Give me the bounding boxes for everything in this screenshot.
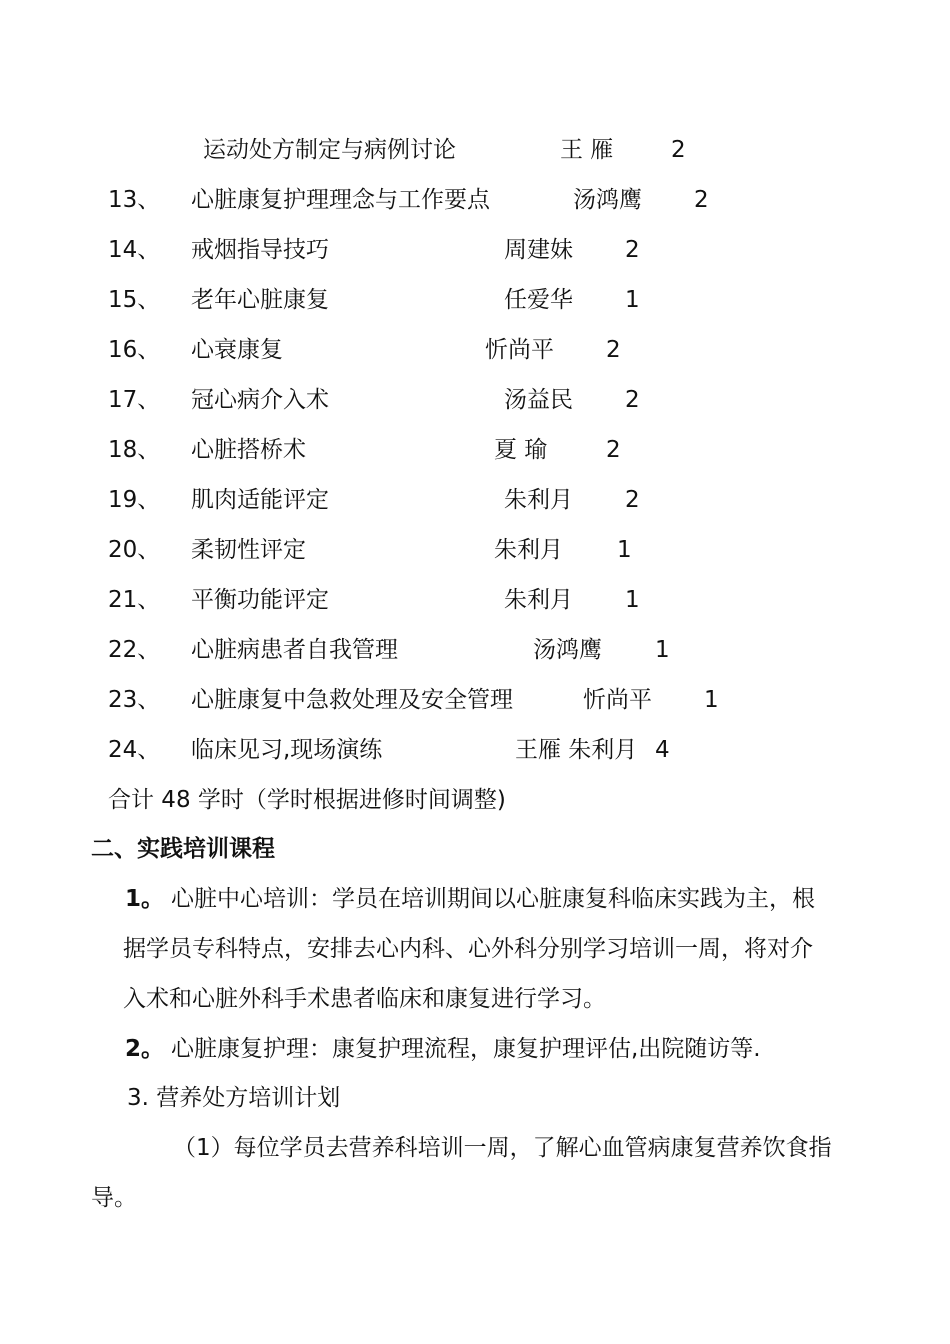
paragraph-line: 心脏康复护理：康复护理流程，康复护理评估,出院随访等.	[171, 1036, 761, 1062]
schedule-total: 合计 48 学时（学时根据进修时间调整)	[108, 787, 506, 813]
schedule-row-hours: 1	[704, 687, 719, 713]
schedule-row-num: 22、	[108, 637, 161, 663]
schedule-row-hours: 2	[606, 437, 621, 463]
schedule-row-num: 21、	[108, 587, 161, 613]
paragraph-line: 据学员专科特点，安排去心内科、心外科分别学习培训一周，将对介	[123, 936, 813, 962]
item-number: 2。	[125, 1036, 165, 1062]
section-heading: 二、实践培训课程	[91, 836, 275, 862]
schedule-row-title: 冠心病介入术	[191, 387, 329, 413]
schedule-row-teacher: 朱利月	[504, 487, 573, 513]
schedule-row-title: 心脏病患者自我管理	[191, 637, 398, 663]
schedule-row-num: 14、	[108, 237, 161, 263]
schedule-row-num: 13、	[108, 187, 161, 213]
item-number: 1。	[125, 886, 165, 912]
schedule-row-teacher: 忻尚平	[485, 337, 554, 363]
schedule-row-hours: 2	[625, 387, 640, 413]
schedule-row-hours: 2	[694, 187, 709, 213]
schedule-row-hours: 1	[625, 287, 640, 313]
schedule-row-hours: 2	[625, 237, 640, 263]
schedule-row-num: 24、	[108, 737, 161, 763]
schedule-row-num: 16、	[108, 337, 161, 363]
schedule-row-num: 17、	[108, 387, 161, 413]
schedule-row-teacher: 周建妹	[504, 237, 573, 263]
paragraph-line: （1）每位学员去营养科培训一周，了解心血管病康复营养饮食指	[173, 1135, 832, 1161]
schedule-row-teacher: 王雁 朱利月	[515, 737, 638, 763]
schedule-row-teacher: 朱利月	[494, 537, 563, 563]
schedule-row-num: 15、	[108, 287, 161, 313]
schedule-row-title: 老年心脏康复	[191, 287, 329, 313]
schedule-row-hours: 1	[617, 537, 632, 563]
schedule-row-title: 肌肉适能评定	[191, 487, 329, 513]
schedule-row-hours: 2	[625, 487, 640, 513]
schedule-row-teacher: 汤鸿鹰	[533, 637, 602, 663]
schedule-row-title: 戒烟指导技巧	[191, 237, 329, 263]
schedule-row-title: 心脏搭桥术	[191, 437, 306, 463]
paragraph-line: 入术和心脏外科手术患者临床和康复进行学习。	[123, 986, 606, 1012]
schedule-row-hours: 1	[625, 587, 640, 613]
schedule-row-teacher: 夏 瑜	[494, 437, 548, 463]
schedule-row-teacher: 忻尚平	[583, 687, 652, 713]
paragraph-line: 心脏中心培训：学员在培训期间以心脏康复科临床实践为主，根	[171, 886, 815, 912]
schedule-row-num: 20、	[108, 537, 161, 563]
schedule-row-title: 平衡功能评定	[191, 587, 329, 613]
schedule-row-title: 柔韧性评定	[191, 537, 306, 563]
schedule-row-teacher: 朱利月	[504, 587, 573, 613]
schedule-row-num: 18、	[108, 437, 161, 463]
schedule-continued-hours: 2	[671, 137, 686, 163]
paragraph-line: 3. 营养处方培训计划	[127, 1085, 341, 1111]
schedule-row-teacher: 任爱华	[504, 287, 573, 313]
schedule-row-teacher: 汤益民	[504, 387, 573, 413]
schedule-row-teacher: 汤鸿鹰	[573, 187, 642, 213]
schedule-row-title: 临床见习,现场演练	[191, 737, 383, 763]
schedule-row-num: 19、	[108, 487, 161, 513]
schedule-row-hours: 2	[606, 337, 621, 363]
schedule-row-title: 心脏康复护理理念与工作要点	[191, 187, 490, 213]
schedule-row-title: 心脏康复中急救处理及安全管理	[191, 687, 513, 713]
schedule-row-num: 23、	[108, 687, 161, 713]
schedule-row-hours: 1	[655, 637, 670, 663]
paragraph-line: 导。	[91, 1185, 137, 1211]
schedule-continued-teacher: 王 雁	[560, 137, 614, 163]
schedule-row-title: 心衰康复	[191, 337, 283, 363]
schedule-continued-title: 运动处方制定与病例讨论	[203, 137, 456, 163]
schedule-row-hours: 4	[655, 737, 670, 763]
